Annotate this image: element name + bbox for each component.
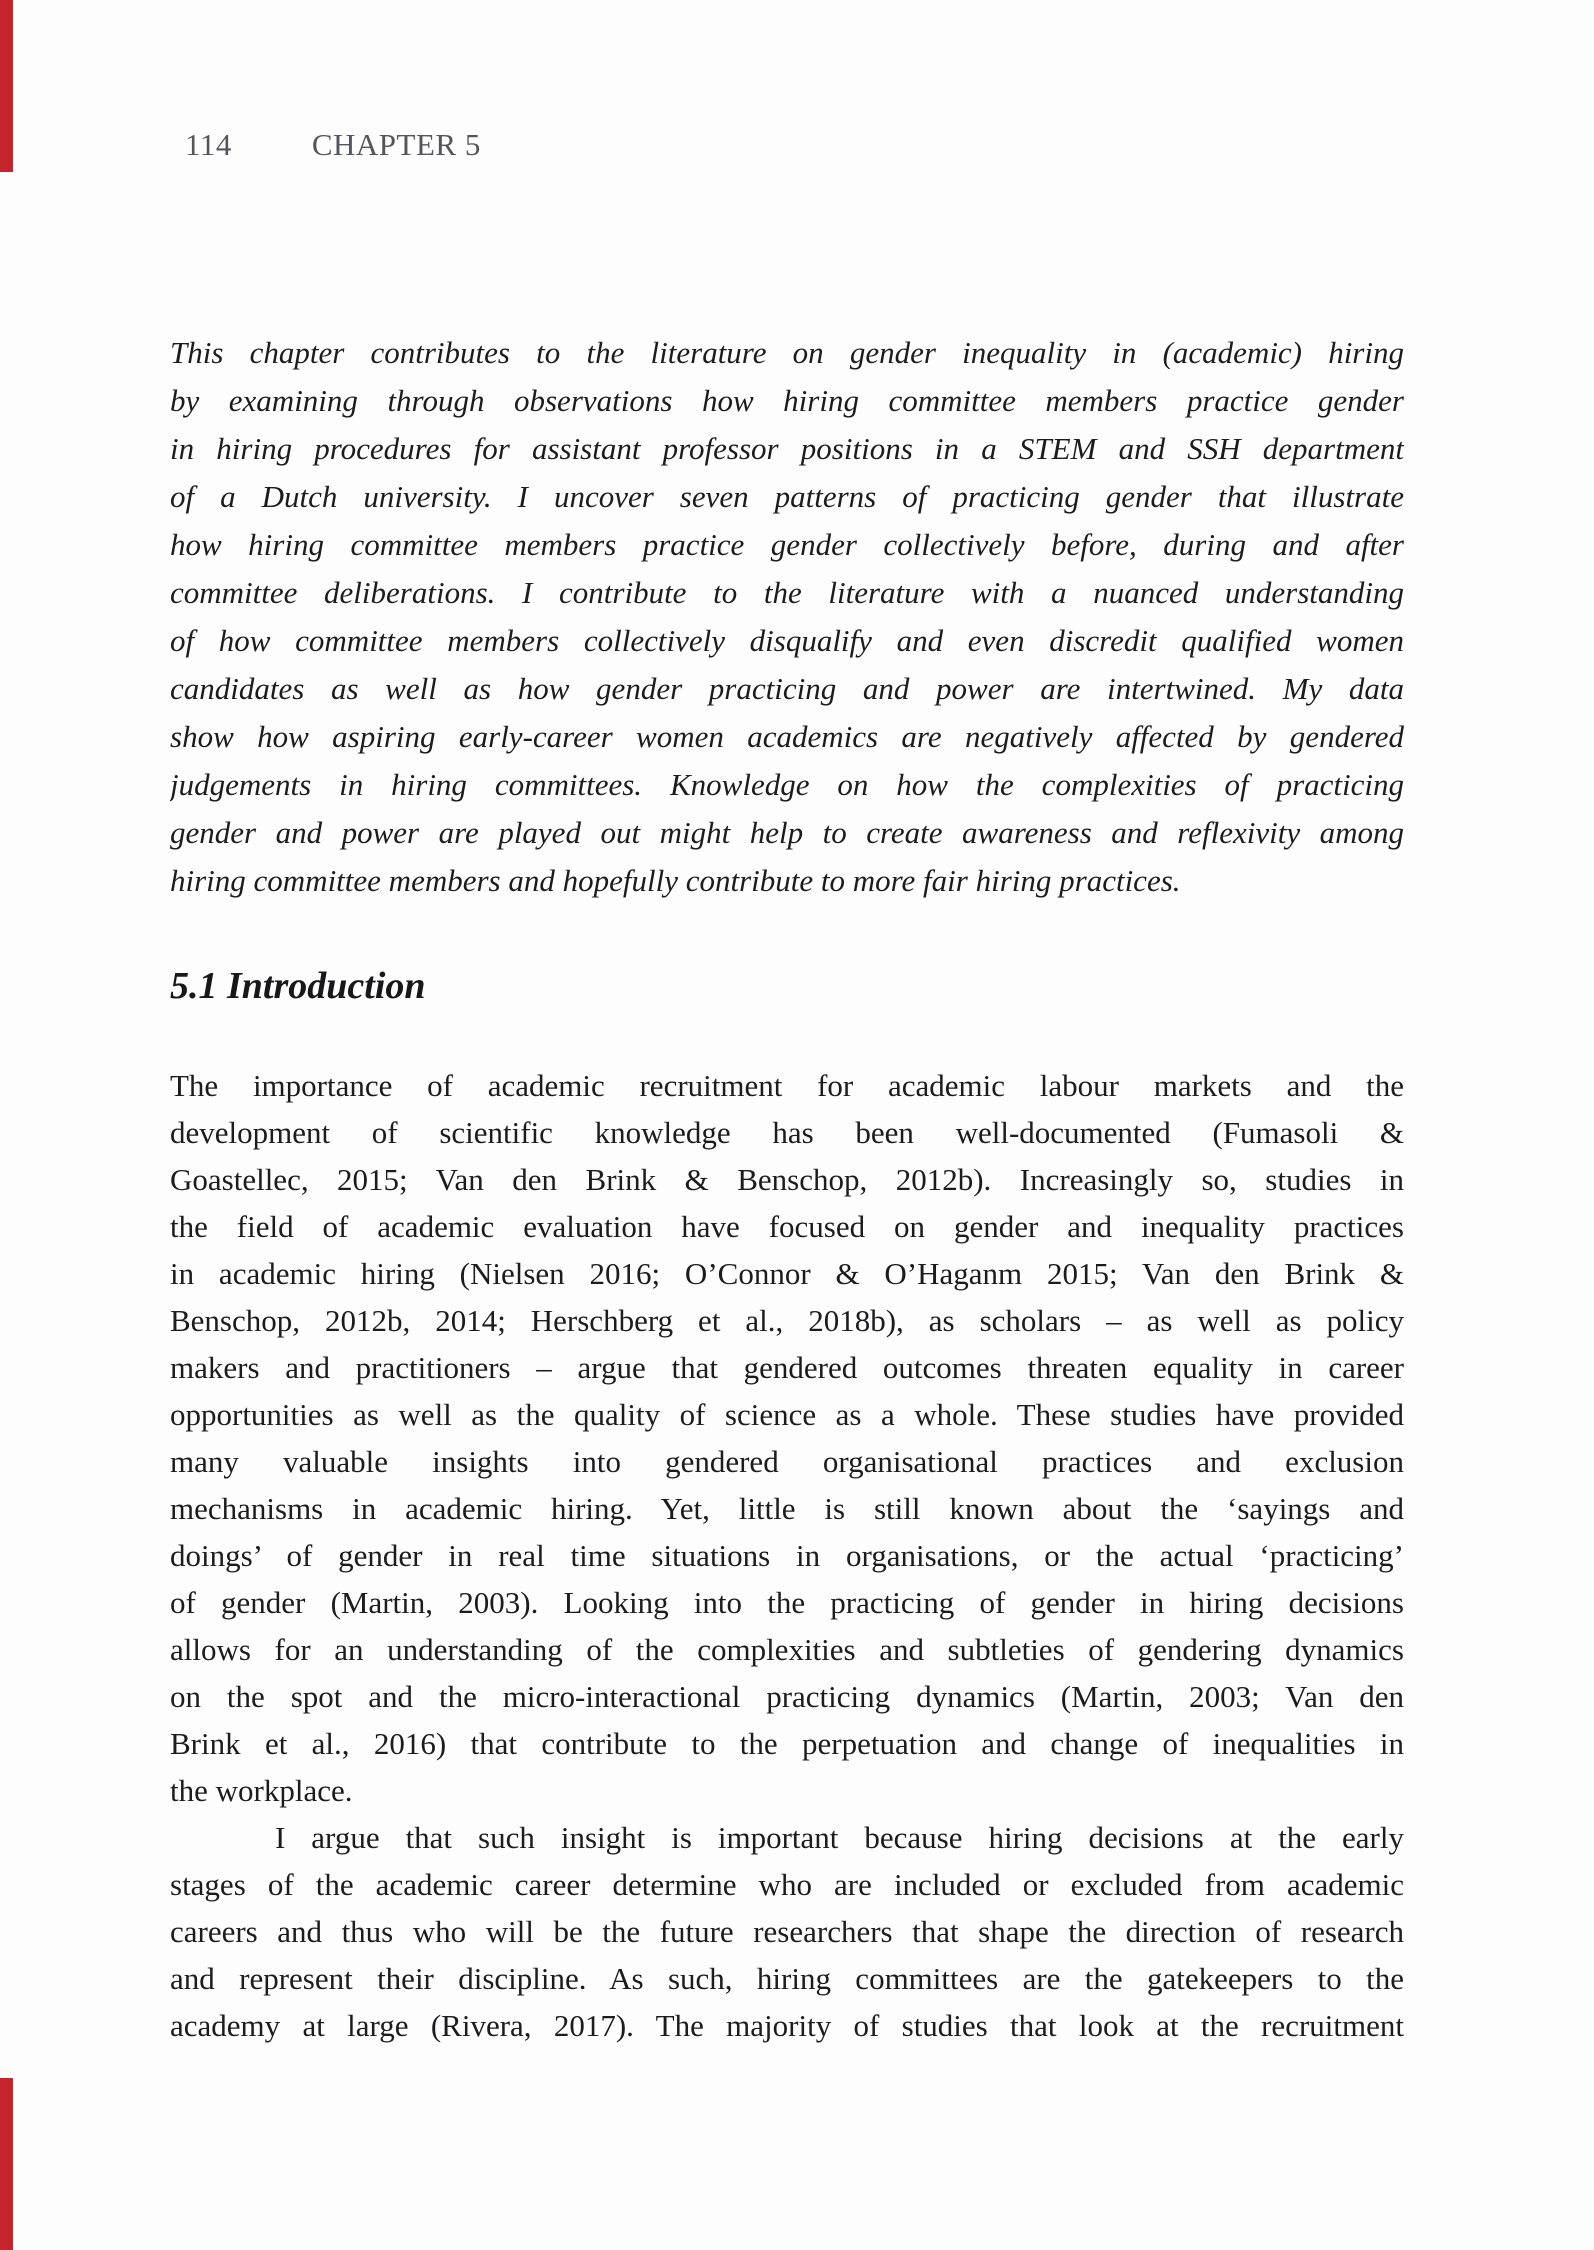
text-line: on the spot and the micro-interactional practicing dynamics (Martin, 2003; Van den	[170, 1679, 1404, 1714]
text-line: I argue that such insight is important because hiring decisions at the early	[275, 1820, 1404, 1855]
text-line: gender and power are played out might help to create awareness and reflexivity among	[170, 815, 1404, 850]
text-line: Brink et al., 2016) that contribute to the perpetuation and change of inequalities in	[170, 1726, 1404, 1761]
text-line: committee deliberations. I contribute to the literature with a nuanced understanding	[170, 575, 1404, 610]
text-line: of how committee members collectively disqualify and even discredit qualified women	[170, 623, 1404, 658]
abstract-paragraph	[170, 329, 1404, 905]
text-line: academy at large (Rivera, 2017). The majority of studies that look at the recruitment	[170, 2008, 1404, 2043]
text-line: the workplace.	[170, 1773, 353, 1808]
section-heading: 5.1 Introduction	[170, 965, 426, 1007]
text-line: The importance of academic recruitment for academic labour markets and the	[170, 1068, 1404, 1103]
text-line: opportunities as well as the quality of science as a whole. These studies have provided	[170, 1397, 1404, 1432]
text-line: in hiring procedures for assistant professor positions in a STEM and SSH department	[170, 431, 1404, 466]
text-line: by examining through observations how hiring committee members practice gender	[170, 383, 1404, 418]
text-line: This chapter contributes to the literature on gender inequality in (academic) hiring	[170, 335, 1404, 370]
text-line: show how aspiring early-career women academics are negatively affected by gendered	[170, 719, 1404, 754]
text-line: Benschop, 2012b, 2014; Herschberg et al., 2018b), as scholars – as well as policy	[170, 1303, 1404, 1338]
text-line: in academic hiring (Nielsen 2016; O’Connor & O’Haganm 2015; Van den Brink &	[170, 1256, 1404, 1291]
text-line: of gender (Martin, 2003). Looking into the practicing of gender in hiring decisions	[170, 1585, 1404, 1620]
text-line: doings’ of gender in real time situations in organisations, or the actual ‘practicing’	[170, 1538, 1404, 1573]
text-line: development of scientific knowledge has been well-documented (Fumasoli &	[170, 1115, 1404, 1150]
chapter-label: CHAPTER 5	[311, 127, 481, 162]
intro-paragraph-2	[170, 1814, 1404, 2049]
text-line: candidates as well as how gender practicing and power are intertwined. My data	[170, 671, 1404, 706]
page-number: 114	[185, 127, 232, 162]
introduction-text	[170, 1062, 1404, 2049]
text-line: hiring committee members and hopefully contribute to more fair hiring practices.	[170, 863, 1181, 898]
text-line: mechanisms in academic hiring. Yet, little is still known about the ‘sayings and	[170, 1491, 1404, 1526]
left-edge-accent-bottom	[0, 2078, 13, 2250]
running-header	[185, 128, 481, 162]
text-line: stages of the academic career determine who are included or excluded from academic	[170, 1867, 1404, 1902]
intro-paragraph-1	[170, 1062, 1404, 1814]
text-line: how hiring committee members practice gender collectively before, during and after	[170, 527, 1404, 562]
text-line: allows for an understanding of the complexities and subtleties of gendering dynamics	[170, 1632, 1404, 1667]
text-line: the field of academic evaluation have focused on gender and inequality practices	[170, 1209, 1404, 1244]
text-line: makers and practitioners – argue that gendered outcomes threaten equality in career	[170, 1350, 1404, 1385]
text-line: Goastellec, 2015; Van den Brink & Benschop, 2012b). Increasingly so, studies in	[170, 1162, 1404, 1197]
text-line: many valuable insights into gendered organisational practices and exclusion	[170, 1444, 1404, 1479]
left-edge-accent-top	[0, 0, 13, 172]
text-line: and represent their discipline. As such, hiring committees are the gatekeepers to the	[170, 1961, 1404, 1996]
text-line: careers and thus who will be the future researchers that shape the direction of research	[170, 1914, 1404, 1949]
text-line: of a Dutch university. I uncover seven patterns of practicing gender that illustrate	[170, 479, 1404, 514]
text-line: judgements in hiring committees. Knowledge on how the complexities of practicing	[170, 767, 1404, 802]
